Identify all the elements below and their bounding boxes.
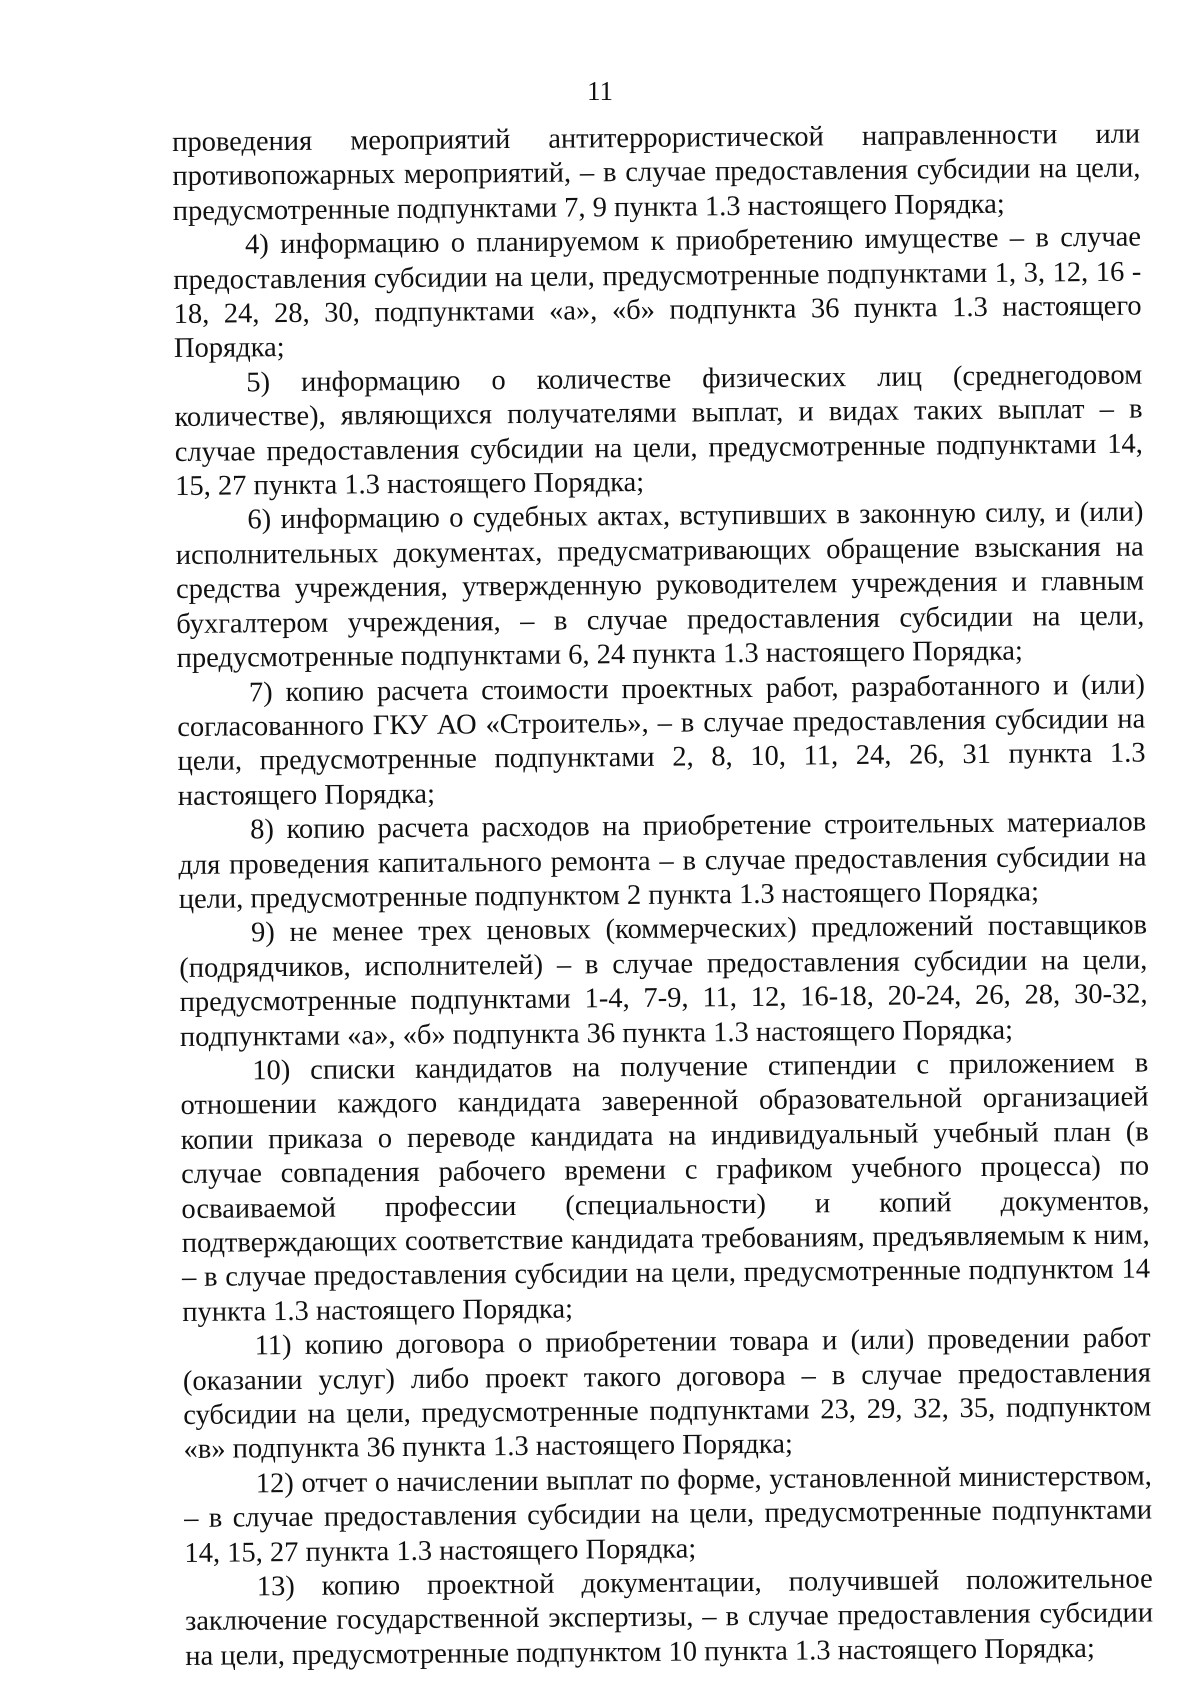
paragraph-item-11: 11) копию договора о приобретении товара и (или) проведении работ (оказании услуг) либо проект такого договора – в случае предоставления субсидии на цели, предусмотренные подпунктами 23, 29, 32, 35, подпунктом «в» подпункта 36 пункта 1.3 настоящего Порядка; [182, 1322, 1152, 1466]
paragraph-continuation: проведения мероприятий антитеррористической направленности или противопожарных мероприятий, – в случае предоставления субсидии на цели, предусмотренные подпунктами 7, 9 пункта 1.3 настоящего Порядка; [172, 118, 1141, 227]
paragraph-item-13: 13) копию проектной документации, получившей положительное заключение государственной экспертизы, – в случае предоставления субсидии на цели, предусмотренные подпунктом 10 пункта 1.3 настоящего Порядка; [184, 1563, 1154, 1672]
paragraph-item-12: 12) отчет о начислении выплат по форме, установленной министерством, – в случае предоставления субсидии на цели, предусмотренные подпунктами 14, 15, 27 пункта 1.3 настоящего Порядка; [184, 1460, 1153, 1569]
paragraph-item-9: 9) не менее трех ценовых (коммерческих) предложений поставщиков (подрядчиков, исполнителей) – в случае предоставления субсидии на цели, предусмотренные подпунктами 1-4, 7-9, 11, 12, 16-18, 20-24, 26, 28, 30-32, подпунктами «а», «б» подпункта 36 пункта 1.3 настоящего Порядка; [179, 909, 1148, 1053]
paragraph-item-6: 6) информацию о судебных актах, вступивших в законную силу, и (или) исполнительных документах, предусматривающих обращение взыскания на средства учреждения, утвержденную руководителем учреждения и главным бухгалтером учреждения, – в случае предоставления субсидии на цели, предусмотренные подпунктами 6, 24 пункта 1.3 настоящего Порядка; [175, 497, 1145, 675]
paragraph-item-10: 10) списки кандидатов на получение стипендии с приложением в отношении каждого кандидата заверенной образовательной организацией копии приказа о переводе кандидата на индивидуальный учебный план (в случае совпадения рабочего времени с графиком учебного процесса) по осваиваемой профессии (специальности) и копий документов, подтверждающих соответствие кандидата требованиям, предъявляемым к ним, – в случае предоставления субсидии на цели, предусмотренные подпунктом 14 пункта 1.3 настоящего Порядка; [180, 1047, 1151, 1328]
paragraph-item-7: 7) копию расчета стоимости проектных работ, разработанного и (или) согласованного ГКУ АО «Строитель», – в случае предоставления субсидии на цели, предусмотренные подпунктами 2, 8, 10, 11, 24, 26, 31 пункта 1.3 настоящего Порядка; [177, 669, 1146, 812]
paragraph-item-8: 8) копию расчета расходов на приобретение строительных материалов для проведения капитального ремонта – в случае предоставления субсидии на цели, предусмотренные подпунктом 2 пункта 1.3 настоящего Порядка; [178, 806, 1147, 915]
document-body [172, 118, 1153, 1675]
paragraph-item-5: 5) информацию о количестве физических лиц (среднегодовом количестве), являющихся получателями выплат, и видах таких выплат – в случае предоставления субсидии на цели, предусмотренные подпунктами 14, 15, 27 пункта 1.3 настоящего Порядка; [174, 359, 1143, 503]
paragraph-item-4: 4) информацию о планируемом к приобретению имуществе – в случае предоставления субсидии на цели, предусмотренные подпунктами 1, 3, 12, 16 - 18, 24, 28, 30, подпунктами «а», «б» подпункта 36 пункта 1.3 настоящего Порядка; [173, 221, 1142, 365]
page-number: 11 [587, 76, 613, 106]
